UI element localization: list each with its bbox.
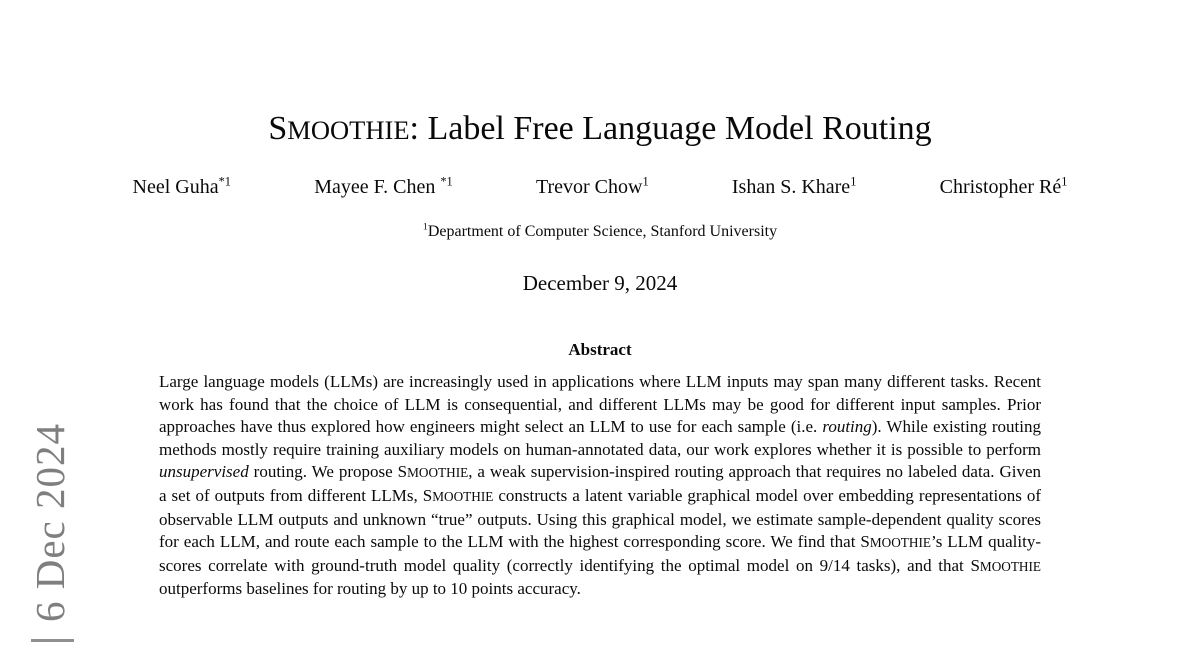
author-superscript: 1 — [850, 174, 857, 189]
text-segment: ’s LLM quality-scores correlate with ground-truth model quality (correctly identifying the optimal model on 9/14 tasks), and that — [159, 532, 1042, 575]
arxiv-stamp-cutoff-glyph — [31, 639, 74, 642]
author-name: Ishan S. Khare — [731, 176, 851, 198]
author-superscript: *1 — [440, 174, 453, 189]
author-name: Mayee F. Chen — [314, 176, 441, 198]
text-segment: , a weak supervision-inspired routing approach that requires no labeled data. Given a set of outputs from different LLMs, — [159, 462, 1041, 505]
text-segment: : Label Free Language Model Routing — [409, 110, 932, 147]
text-segment: routing. We propose — [248, 462, 398, 482]
text-segment: ). While existing routing methods mostly require training auxiliary models on human-annotated data, our work explores whether it is possible to perform — [159, 417, 1041, 459]
author — [314, 175, 453, 199]
author-name: Neel Guha — [132, 176, 219, 198]
text-segment: Large language models (LLMs) are increasingly used in applications where LLM inputs may span many different tasks. Recent work has found that the choice of LLM is consequential, and different LLMs may be good for different input samples. Prior approaches have thus explored how engineers might select an LLM to use for each sample (i.e. — [159, 372, 1041, 437]
text-segment: outperforms baselines for routing by up to 10 points accuracy. — [159, 579, 581, 599]
smallcaps-text: SMOOTHIE — [860, 532, 931, 552]
author-superscript: 1 — [1061, 174, 1068, 189]
affiliation — [0, 222, 1200, 242]
smallcaps-text: SMOOTHIE — [970, 555, 1041, 575]
italic-text: unsupervised — [159, 462, 249, 482]
paper-date: December 9, 2024 — [522, 271, 678, 295]
author — [536, 175, 649, 199]
author — [940, 175, 1068, 199]
smallcaps-text: SMOOTHIE — [422, 485, 494, 505]
abstract-text — [159, 371, 1041, 601]
author-name: Christopher Ré — [939, 176, 1062, 198]
affiliation-superscript: 1 — [422, 221, 428, 233]
author-superscript: 1 — [642, 174, 649, 189]
smallcaps-text: SMOOTHIE — [397, 462, 469, 482]
affiliation-text: Department of Computer Science, Stanford University — [427, 223, 778, 240]
author-superscript: *1 — [218, 174, 231, 189]
text-segment: constructs a latent variable graphical model over embedding representations of observable LLM outputs and unknown “true” outputs. Using this graphical model, we estimate sample-dependent quality scores for each LLM, and route each sample to the LLM with the highest corresponding score. We find that — [159, 485, 1041, 552]
arxiv-stamp-text: 6 Dec 2024 — [27, 422, 73, 622]
author — [732, 175, 857, 199]
authors-row — [133, 175, 1068, 199]
paper-title — [0, 110, 1200, 149]
author — [133, 175, 231, 199]
author-name: Trevor Chow — [535, 176, 643, 198]
smallcaps-text: SMOOTHIE — [268, 110, 410, 147]
abstract-heading: Abstract — [568, 340, 632, 359]
italic-text: routing — [822, 417, 872, 437]
